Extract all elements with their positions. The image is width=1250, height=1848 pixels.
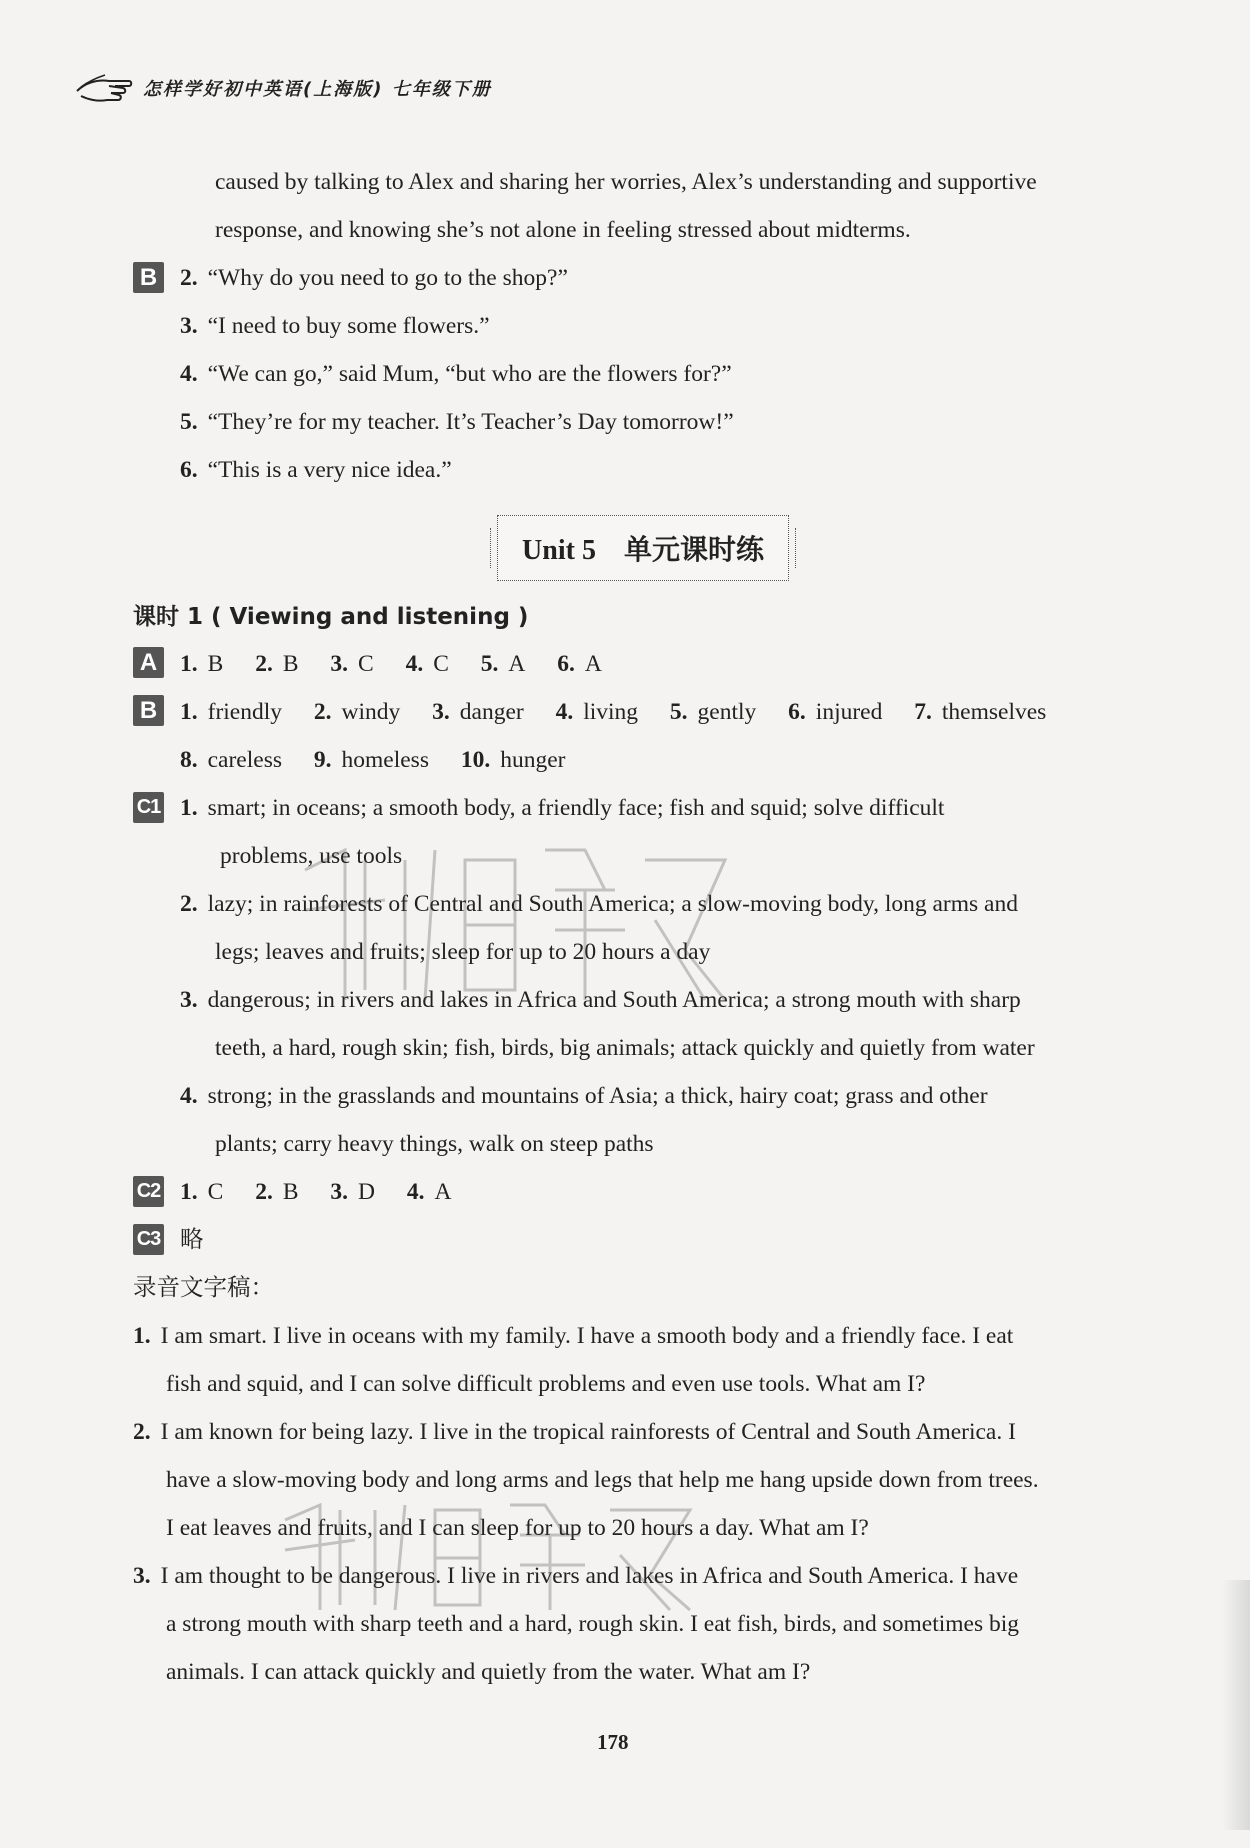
answer-row: 1. B 2. B 3. C 4. C 5. A 6. A bbox=[180, 651, 602, 677]
transcript-line: have a slow-moving body and long arms and legs that help me hang upside down from trees. bbox=[166, 1467, 1039, 1493]
list-item: 5. “They’re for my teacher. It’s Teacher’s Day tomorrow!” bbox=[180, 409, 734, 435]
list-item-continuation: teeth, a hard, rough skin; fish, birds, big animals; attack quickly and quietly from water bbox=[215, 1035, 1035, 1061]
transcript-line: 1. I am smart. I live in oceans with my family. I have a smooth body and a friendly face. I eat bbox=[133, 1323, 1014, 1349]
transcript-line: fish and squid, and I can solve difficult problems and even use tools. What am I? bbox=[166, 1371, 926, 1397]
list-item: 4. “We can go,” said Mum, “but who are the flowers for?” bbox=[180, 361, 732, 387]
transcript-line: animals. I can attack quickly and quietly from the water. What am I? bbox=[166, 1659, 811, 1685]
section-badge-a: A bbox=[133, 647, 164, 678]
list-item-continuation: plants; carry heavy things, walk on steep paths bbox=[215, 1131, 654, 1157]
list-item: 6. “This is a very nice idea.” bbox=[180, 457, 452, 483]
page-edge-shadow bbox=[1222, 1580, 1250, 1830]
header-title: 怎样学好初中英语(上海版) 七年级下册 bbox=[143, 79, 492, 100]
transcript-line: a strong mouth with sharp teeth and a hard, rough skin. I eat fish, birds, and sometimes big bbox=[166, 1611, 1020, 1637]
list-item: 1. smart; in oceans; a smooth body, a friendly face; fish and squid; solve difficult bbox=[180, 795, 945, 821]
answer-row: 8. careless 9. homeless 10. hunger bbox=[180, 747, 566, 773]
transcript-label: 录音文字稿： bbox=[133, 1275, 274, 1301]
unit-title-box bbox=[497, 515, 789, 581]
section-badge-c3: C3 bbox=[133, 1224, 164, 1255]
list-item: 4. strong; in the grasslands and mountains of Asia; a thick, hairy coat; grass and other bbox=[180, 1083, 988, 1109]
section-badge-b: B bbox=[133, 262, 164, 293]
answer-row: 1. friendly 2. windy 3. danger 4. living 5. gently 6. injured 7. themselves bbox=[180, 699, 1047, 725]
unit-title: Unit 5 单元课时练 bbox=[522, 535, 764, 566]
running-header bbox=[75, 68, 492, 108]
transcript-line: 3. I am thought to be dangerous. I live in rivers and lakes in Africa and South America. I have bbox=[133, 1563, 1019, 1589]
section-badge-c1: C1 bbox=[133, 792, 164, 823]
list-item: 3. “I need to buy some flowers.” bbox=[180, 313, 490, 339]
list-item-continuation: legs; leaves and fruits; sleep for up to 20 hours a day bbox=[215, 939, 711, 965]
list-item: 2. lazy; in rainforests of Central and South America; a slow-moving body, long arms and bbox=[180, 891, 1018, 917]
answer-row: 1. C 2. B 3. D 4. A bbox=[180, 1179, 452, 1205]
section-badge-c2: C2 bbox=[133, 1176, 164, 1207]
pointing-hand-icon bbox=[75, 69, 133, 107]
section-badge-b: B bbox=[133, 695, 164, 726]
list-item-continuation: problems, use tools bbox=[220, 843, 403, 869]
paragraph-line: caused by talking to Alex and sharing her worries, Alex’s understanding and supportive bbox=[215, 169, 1037, 195]
list-item: 3. dangerous; in rivers and lakes in Africa and South America; a strong mouth with sharp bbox=[180, 987, 1021, 1013]
list-item: 2. “Why do you need to go to the shop?” bbox=[180, 265, 568, 291]
transcript-line: I eat leaves and fruits, and I can sleep for up to 20 hours a day. What am I? bbox=[166, 1515, 869, 1541]
watermark-image bbox=[265, 1490, 725, 1620]
c3-answer: 略 bbox=[180, 1227, 204, 1253]
lesson-title: 课时 1 ( Viewing and listening ) bbox=[133, 604, 529, 630]
page-number: 178 bbox=[597, 1730, 629, 1754]
watermark-image bbox=[285, 830, 745, 1020]
transcript-line: 2. I am known for being lazy. I live in the tropical rainforests of Central and South America. I bbox=[133, 1419, 1016, 1445]
paragraph-line: response, and knowing she’s not alone in feeling stressed about midterms. bbox=[215, 217, 911, 243]
